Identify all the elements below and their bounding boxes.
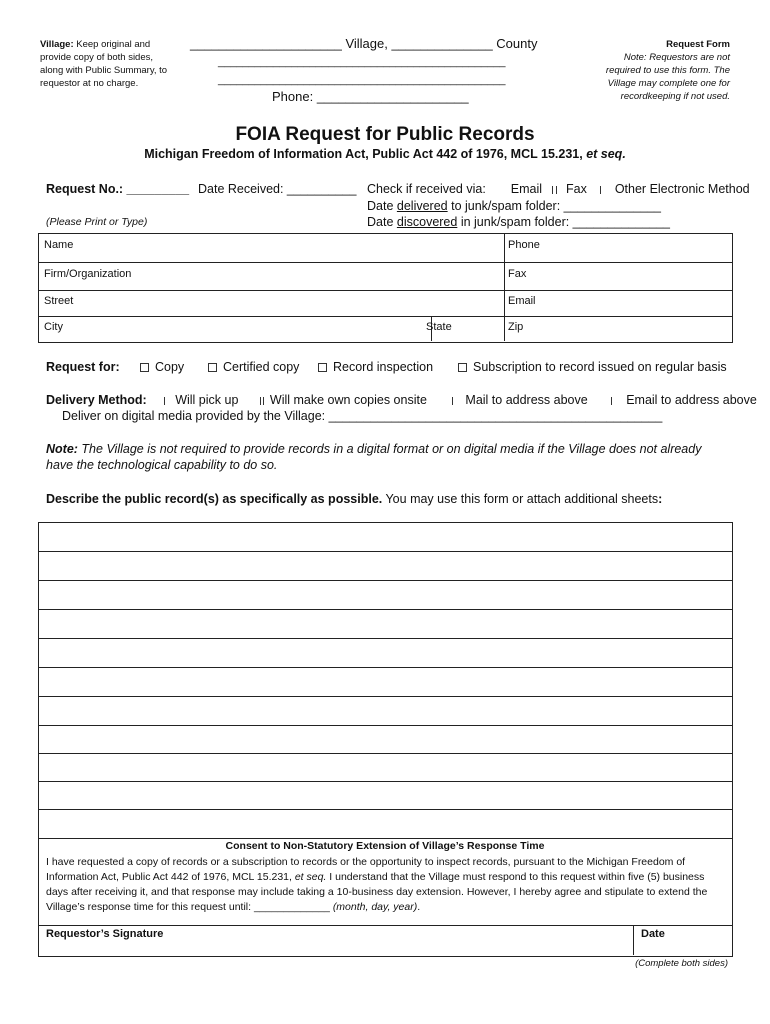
header-right bbox=[590, 38, 730, 103]
description-line[interactable] bbox=[38, 638, 732, 639]
firm-field[interactable]: Firm/Organization bbox=[44, 268, 132, 280]
phone-line[interactable]: Phone: _____________________ bbox=[272, 89, 469, 104]
describe-colon: : bbox=[658, 492, 663, 506]
pick-up-checkbox[interactable] bbox=[164, 397, 165, 405]
note-label: Note: bbox=[46, 442, 78, 456]
copy-checkbox[interactable] bbox=[140, 363, 149, 372]
date-delivered-junk[interactable]: Date delivered to junk/spam folder: ______________ bbox=[367, 199, 661, 213]
digital-media-line[interactable]: Deliver on digital media provided by the Village: ________________________________________________ bbox=[62, 409, 663, 423]
request-form-label: Request Form bbox=[666, 39, 730, 50]
description-line[interactable] bbox=[38, 781, 732, 782]
description-line[interactable] bbox=[38, 551, 732, 552]
own-copies-label: Will make own copies onsite bbox=[269, 393, 427, 407]
description-line[interactable] bbox=[38, 696, 732, 697]
page-title: FOIA Request for Public Records bbox=[235, 124, 535, 145]
delivery-method-row bbox=[46, 393, 757, 407]
consent-title: Consent to Non-Statutory Extension of Village’s Response Time bbox=[225, 840, 545, 852]
own-copies-checkbox[interactable] bbox=[263, 397, 264, 405]
request-form-note: Note: Requestors are not required to use this form. The Village may complete one for recordkeeping if not used. bbox=[605, 52, 730, 102]
certified-copy-label: Certified copy bbox=[223, 360, 300, 374]
signature-date-field[interactable]: Date bbox=[641, 928, 665, 940]
copy-label: Copy bbox=[155, 360, 185, 374]
email-delivery-label: Email to address above bbox=[626, 393, 757, 407]
record-inspection-checkbox[interactable] bbox=[318, 363, 327, 372]
street-field[interactable]: Street bbox=[44, 295, 74, 307]
date-received[interactable]: Date Received: __________ bbox=[198, 182, 357, 196]
village-county-line[interactable]: _____________________ Village, ______________ County bbox=[190, 36, 538, 51]
address-line-1[interactable]: _______________________________________________ bbox=[218, 56, 506, 68]
pick-up-label: Will pick up bbox=[175, 393, 239, 407]
subscription-checkbox[interactable] bbox=[458, 363, 467, 372]
name-field[interactable]: Name bbox=[44, 239, 74, 251]
consent-text: I have requested a copy of records or a subscription to records or the opportunity to inspect records, pursuant to the Michigan Freedom of Information Act, Public Act 442 of 1976, MCL 15.231, et seq. I understand that the Village must respond to this request within five (5) business days after receiving it, and that response may include taking a 10-business day extension. However, I hereby agree and stipulate to extend the Village’s response time for this request until: _____________ (month, day, year). bbox=[46, 856, 708, 913]
note-text: The Village is not required to provide records in a digital format or on digital media if the Village does not already have the technological capability to do so. bbox=[46, 442, 702, 472]
describe-instructions bbox=[46, 492, 662, 506]
record-inspection-label: Record inspection bbox=[333, 360, 434, 374]
via-other-checkbox[interactable] bbox=[600, 186, 601, 194]
via-fax-label: Fax bbox=[566, 182, 587, 196]
description-line[interactable] bbox=[38, 753, 732, 754]
signature-field[interactable]: Requestor’s Signature bbox=[46, 928, 164, 940]
request-for-row bbox=[46, 360, 120, 374]
city-field[interactable]: City bbox=[44, 321, 63, 333]
description-line[interactable] bbox=[38, 667, 732, 668]
email-delivery-checkbox[interactable] bbox=[611, 397, 612, 405]
address-line-2[interactable]: _______________________________________________ bbox=[218, 74, 506, 86]
print-or-type: (Please Print or Type) bbox=[46, 216, 148, 228]
subtitle-italic: et seq. bbox=[586, 147, 626, 161]
contact-table bbox=[38, 233, 733, 343]
mail-label: Mail to address above bbox=[465, 393, 588, 407]
mail-checkbox[interactable] bbox=[452, 397, 453, 405]
date-discovered-junk[interactable]: Date discovered in junk/spam folder: ______________ bbox=[367, 215, 671, 229]
description-line[interactable] bbox=[38, 580, 732, 581]
via-email-label: Email bbox=[510, 182, 543, 196]
via-fax-checkbox[interactable] bbox=[556, 186, 557, 194]
via-other-label: Other Electronic Method bbox=[614, 182, 750, 196]
certified-copy-checkbox[interactable] bbox=[208, 363, 217, 372]
description-line[interactable] bbox=[38, 609, 732, 610]
request-for-label: Request for: bbox=[46, 360, 120, 374]
via-email-checkbox[interactable] bbox=[552, 186, 553, 194]
fax-field[interactable]: Fax bbox=[508, 268, 527, 280]
delivery-method-label: Delivery Method: bbox=[46, 393, 147, 407]
received-via bbox=[367, 182, 750, 196]
header-left-text: Keep original and provide copy of both sides, along with Public Summary, to requestor at no charge. bbox=[40, 39, 168, 89]
subscription-label: Subscription to record issued on regular basis bbox=[473, 360, 727, 374]
page-subtitle bbox=[0, 147, 770, 161]
request-no[interactable]: Request No.: _________ bbox=[46, 182, 190, 196]
state-field[interactable]: State bbox=[426, 321, 452, 333]
footer-note: (Complete both sides) bbox=[635, 958, 728, 969]
description-line[interactable] bbox=[38, 809, 732, 810]
phone-field[interactable]: Phone bbox=[508, 239, 540, 251]
description-line[interactable] bbox=[38, 725, 732, 726]
email-field[interactable]: Email bbox=[508, 295, 536, 307]
header-left-note bbox=[40, 38, 170, 90]
subtitle-text: Michigan Freedom of Information Act, Public Act 442 of 1976, MCL 15.231, bbox=[144, 147, 587, 161]
zip-field[interactable]: Zip bbox=[508, 321, 524, 333]
header-left-bold: Village: bbox=[40, 39, 74, 50]
digital-note bbox=[46, 441, 726, 473]
describe-bold: Describe the public record(s) as specifically as possible. bbox=[46, 492, 383, 506]
own-copies-checkbox-a[interactable] bbox=[260, 397, 261, 405]
received-via-label: Check if received via: bbox=[367, 182, 486, 196]
describe-rest: You may use this form or attach additional sheets bbox=[382, 492, 659, 506]
